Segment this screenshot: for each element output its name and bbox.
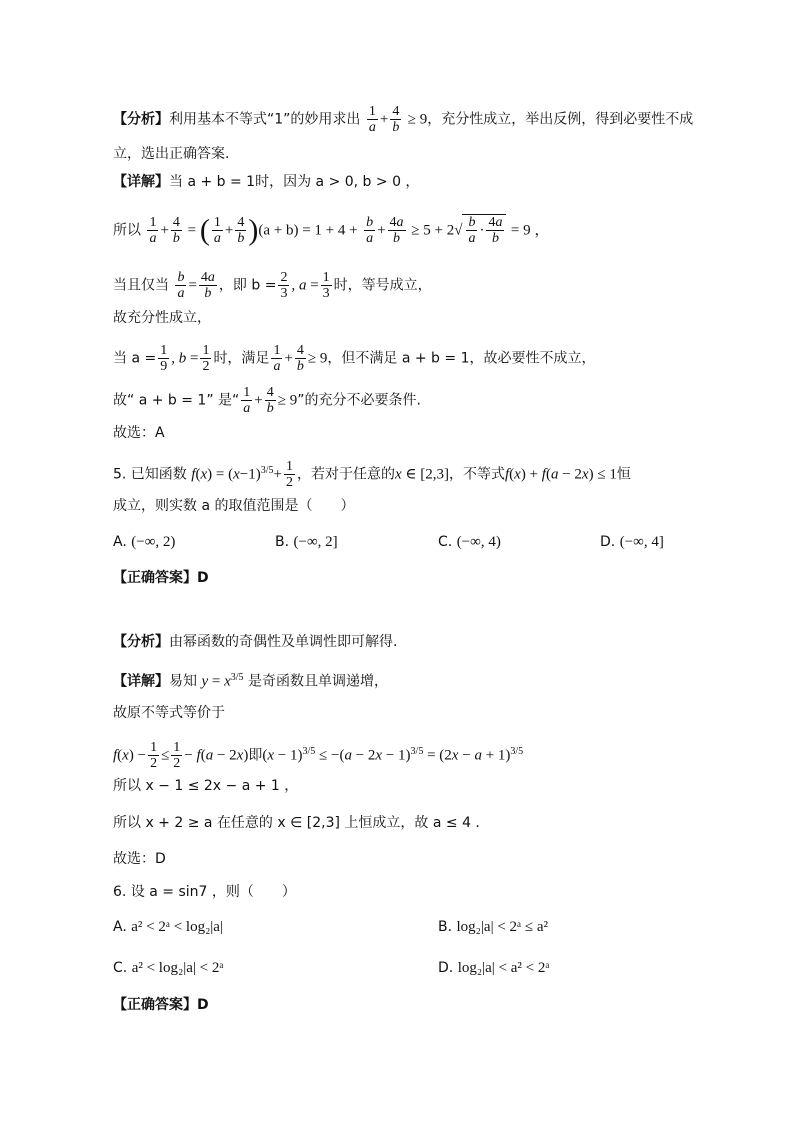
- detail2-line-2: 故原不等式等价于: [113, 705, 225, 721]
- detail-prefix: 所以: [113, 222, 141, 239]
- detail-mid-3: ，即 b =: [218, 277, 277, 294]
- detail-prefix-3: 当且仅当: [113, 277, 169, 294]
- analysis2-text: 由幂函数的奇偶性及单调性即可解得.: [169, 634, 398, 650]
- option-value: (−∞, 2): [131, 534, 176, 550]
- analysis-text-b: ，充分性成立，举出反例，得到必要性不成: [427, 111, 694, 128]
- q6-stem: 6. 设 a = sin7 ，则（ ）: [113, 884, 296, 900]
- option-value: (−∞, 2]: [293, 534, 338, 550]
- detail-5c: ，但不满足 a + b = 1，故必要性不成立，: [327, 350, 596, 367]
- detail2-line-1: 【详解】易知 $y = x^{3/5}$ 是奇函数且单调递增，: [113, 672, 388, 690]
- detail2-1a: 易知: [169, 673, 197, 690]
- analysis2-tag: 【分析】: [113, 634, 169, 650]
- detail-text: 当 a + b = 1时，因为 a > 0, b > 0 ，: [169, 174, 420, 190]
- detail-line-5: 当 a = $\frac{1}{9}$ , b = $\frac{1}{2}$ 时，满足 $\frac{1}{a}$ + $\frac{4}{b}$ ≥ 9，但不满足 a + b = 1，故必要性不成立，: [113, 343, 596, 374]
- option-label: C.: [438, 534, 453, 550]
- q5-answer: 【正确答案】D: [113, 570, 209, 586]
- detail-6b: ”的充分不必要条件.: [297, 392, 421, 409]
- detail-choice-1: 故选：A: [113, 425, 165, 441]
- option-label: A.: [113, 919, 127, 935]
- option-label: A.: [113, 534, 127, 550]
- analysis2-line: [113, 632, 397, 652]
- q6-option-b[interactable]: [438, 917, 548, 937]
- q5-stem-a: 5. 已知函数: [113, 466, 187, 483]
- option-label: B.: [275, 534, 290, 550]
- detail-expr: (a + b) = 1 + 4 +: [258, 222, 358, 239]
- analysis-line-2: 立，选出正确答案.: [113, 146, 230, 162]
- option-value: (−∞, 4]: [619, 534, 664, 550]
- detail2-line-5: 所以 x + 2 ≥ a 在任意的 x ∈ [2,3] 上恒成立，故 a ≤ 4 .: [113, 815, 480, 831]
- option-value: a² < log₂|a| < 2ᵃ: [131, 960, 224, 976]
- detail2-tag: 【详解】: [113, 673, 169, 690]
- option-label: B.: [438, 919, 453, 935]
- detail2-choice: 故选：D: [113, 851, 166, 867]
- q5-option-d[interactable]: [600, 532, 664, 552]
- q5-stem-d: 恒: [616, 466, 631, 483]
- detail-line-6: 故“ a + b = 1” 是“ $\frac{1}{a}$ + $\frac{4}{b}$ ≥ 9”的充分不必要条件.: [113, 385, 421, 416]
- detail-equals-nine: = 9 ，: [510, 222, 550, 239]
- frac-1-over-a: $\frac{1}{a}$: [368, 104, 376, 135]
- q6-answer: 【正确答案】D: [113, 997, 209, 1013]
- detail2-1b: 是奇函数且单调递增，: [248, 673, 388, 690]
- detail-line-3: 当且仅当 $\frac{b}{a}$ = $\frac{4a}{b}$ ，即 b = $\frac{2}{3}$ , a = $\frac{1}{3}$ 时，等号成立，: [113, 270, 432, 301]
- q5-option-c[interactable]: [438, 532, 501, 552]
- option-value: log₂|a| < 2ᵃ ≤ a²: [456, 919, 549, 935]
- option-value: (−∞, 4): [456, 534, 501, 550]
- q5-option-b[interactable]: [275, 532, 338, 552]
- q6-option-c[interactable]: [113, 958, 223, 978]
- detail-end-3: 时，等号成立，: [333, 277, 432, 294]
- detail-5b: 时，满足: [213, 350, 270, 367]
- detail-line-1: [113, 172, 419, 192]
- q6-option-a[interactable]: [113, 917, 223, 937]
- detail2-line-4: 所以 x − 1 ≤ 2x − a + 1 ，: [113, 778, 299, 794]
- ge-nine: ≥ 9: [407, 111, 428, 128]
- option-value: a² < 2ᵃ < log₂|a|: [131, 919, 223, 935]
- analysis-tag: 【分析】: [113, 111, 169, 128]
- detail2-line-3: f(x) − $\frac{1}{2}$ ≤ $\frac{1}{2}$ − f(a − 2x)即$(x - 1)^{3/5} \le -(a - 2x - 1)^{3/5} = (2x - a + 1)^{3/5}$: [113, 740, 524, 771]
- q5-stem-line-2: 成立，则实数 a 的取值范围是（ ）: [113, 498, 355, 514]
- q5-stem-line-1: 5. 已知函数 $f(x) = (x-1)^{3/5}+$ $\frac{1}{2}$ ，若对于任意的x ∈ [2,3]，不等式f(x) + f(a − 2x) ≤ 1恒: [113, 459, 631, 490]
- detail-5a: 当 a =: [113, 350, 157, 367]
- q6-option-d[interactable]: [438, 958, 549, 978]
- detail-line-2: 所以 $\frac{1}{a}$ + $\frac{4}{b}$ = ( $\frac{1}{a}$ + $\frac{4}{b}$ )(a + b) = 1 + 4 + $\frac{b}{a}$ + $\frac{4a}{b}$ ≥ 5 + 2√ $\frac{b}{a}$ · $\frac{4a}{b}$ = 9 ，: [113, 213, 550, 247]
- analysis-line-1: 【分析】利用基本不等式“1”的妙用求出 $\frac{1}{a}$ + $\frac{4}{b}$ ≥ 9，充分性成立，举出反例，得到必要性不成: [113, 104, 694, 135]
- option-value: log₂|a| < a² < 2ᵃ: [457, 960, 550, 976]
- q5-stem-b: ，若对于任意的: [296, 466, 395, 483]
- detail-6a: 故“ a + b = 1” 是“: [113, 392, 240, 409]
- q5-option-a[interactable]: [113, 532, 175, 552]
- q5-stem-c: ，不等式: [448, 466, 505, 483]
- frac-4-over-b: $\frac{4}{b}$: [392, 104, 400, 135]
- option-label: C.: [113, 960, 128, 976]
- option-label: D.: [600, 534, 616, 550]
- detail-tag: 【详解】: [113, 174, 169, 190]
- option-label: D.: [438, 960, 454, 976]
- detail-line-4: 故充分性成立，: [113, 310, 211, 326]
- analysis-text-a: 利用基本不等式“1”的妙用求出: [169, 111, 361, 128]
